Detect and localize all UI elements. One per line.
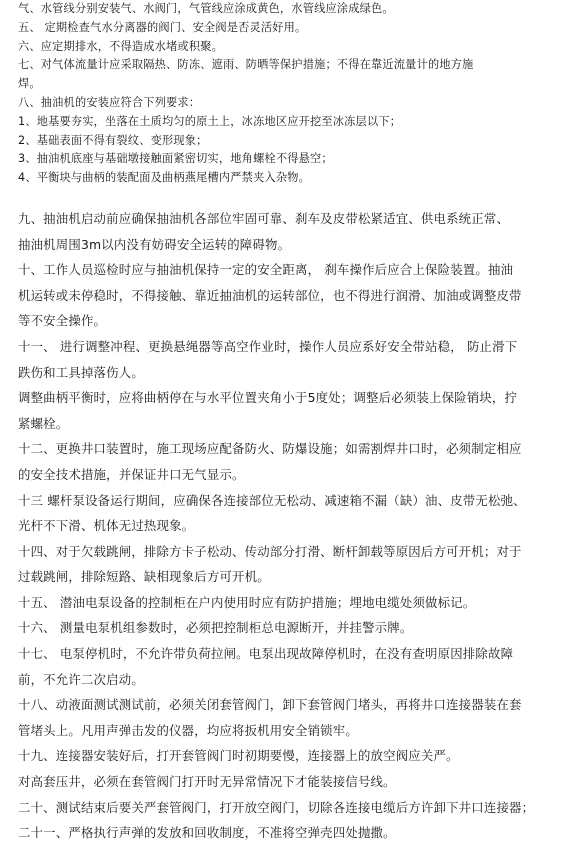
- text-line: 前，不允许二次启动。: [18, 671, 144, 687]
- text-line: 十七、 电泵停机时，不允许带负荷拉闸。电泵出现故障停机时，在没有查明原因排除故障: [18, 646, 514, 662]
- text-line: 气、水管线分别安装气、水阀门，气管线应涂成黄色，水管线应涂成绿色。: [18, 2, 394, 15]
- text-line: 抽油机周围3m以内没有妨碍安全运转的障碍物。: [18, 236, 291, 252]
- text-line: 焊。: [18, 77, 41, 91]
- text-line: 九、抽油机启动前应确保抽油机各部位牢固可靠、刹车及皮带松紧适宜、供电系统正常、: [18, 210, 510, 226]
- text-line: 十一、 进行调整冲程、更换悬绳器等高空作业时，操作人员应系好安全带站稳， 防止滑下: [18, 338, 518, 354]
- text-line: 等不安全操作。: [18, 313, 107, 329]
- section-operation-safety: [18, 206, 575, 846]
- text-line: 六、应定期排水，不得造成水堵或积聚。: [18, 39, 223, 53]
- text-line: 管堵头上。凡用声弹击发的仪器，均应将扳机用安全销锁牢。: [18, 722, 358, 738]
- text-line: 机运转或未停稳时，不得接触、靠近抽油机的运转部位，也不得进行润滑、加油或调整皮带: [18, 287, 522, 303]
- text-line: 七、对气体流量计应采取隔热、防冻、遮雨、防晒等保护措施；不得在靠近流量计的地方施: [18, 58, 474, 72]
- text-line: 十五、 潜油电泵设备的控制柜在户内使用时应有防护措施；埋地电缆处须做标记。: [18, 594, 476, 610]
- text-line: 1、地基要夯实，坐落在土质均匀的原土上，冰冻地区应开挖至冰冻层以下；: [18, 114, 402, 128]
- text-line: 十八、动液面测试测试前，必须关闭套管阀门，卸下套管阀门堵头，再将井口连接器装在套: [18, 697, 522, 713]
- text-line: 八、抽油机的安装应符合下列要求：: [18, 95, 201, 109]
- text-line: 紧螺栓。: [18, 415, 69, 431]
- text-line: 十四、对于欠载跳闸，排除方卡子松动、传动部分打滑、断杆卸载等原因后方可开机；对于: [18, 543, 522, 559]
- paragraph-gap: [18, 188, 575, 206]
- text-line: 光杆不下滑、机体无过热现象。: [18, 518, 195, 534]
- text-line: 十九、连接器安装好后，打开套管阀门时初期要慢，连接器上的放空阀应关严。: [18, 748, 459, 764]
- text-line: 对高套压井，必须在套管阀门打开时无异常情况下才能装接信号线。: [18, 774, 396, 790]
- text-line: 3、抽油机底座与基础墩接触面紧密切实，地角螺栓不得悬空；: [18, 152, 333, 166]
- text-line: 调整曲柄平衡时，应将曲柄停在与水平位置夹角小于5度处；调整后必须装上保险销块，拧: [18, 390, 518, 406]
- text-line: 二十一、严格执行声弹的发放和回收制度，不准将空弹壳四处抛撒。: [18, 825, 396, 841]
- text-line: 十、工作人员巡检时应与抽油机保持一定的安全距离， 刹车操作后应合上保险装置。抽油: [18, 262, 514, 278]
- text-line: 4、平衡块与曲柄的装配面及曲柄燕尾槽内严禁夹入杂物。: [18, 171, 311, 185]
- text-line: 2、基础表面不得有裂纹、变形现象；: [18, 133, 208, 147]
- text-line: 十三 螺杆泵设备运行期间，应确保各连接部位无松动、减速箱不漏（缺）油、皮带无松弛、: [18, 492, 526, 508]
- text-line: 过载跳闸，排除短路、缺相现象后方可开机。: [18, 569, 270, 585]
- text-line: 十六、 测量电泵机组参数时，必须把控制柜总电源断开，并挂警示牌。: [18, 620, 413, 636]
- text-line: 二十、测试结束后要关严套管阀门，打开放空阀门，切除各连接电缆后方许卸下井口连接器；: [18, 799, 535, 815]
- text-line: 十二、更换井口装置时，施工现场应配备防火、防爆设施；如需割焊井口时，必须制定相应: [18, 441, 522, 457]
- text-line: 五、 定期检查气水分离器的阀门、安全阀是否灵活好用。: [18, 20, 307, 34]
- text-line: 的安全技术措施，并保证井口无气显示。: [18, 466, 245, 482]
- text-line: 跌伤和工具掉落伤人。: [18, 364, 144, 380]
- section-equipment-installation: [18, 0, 575, 188]
